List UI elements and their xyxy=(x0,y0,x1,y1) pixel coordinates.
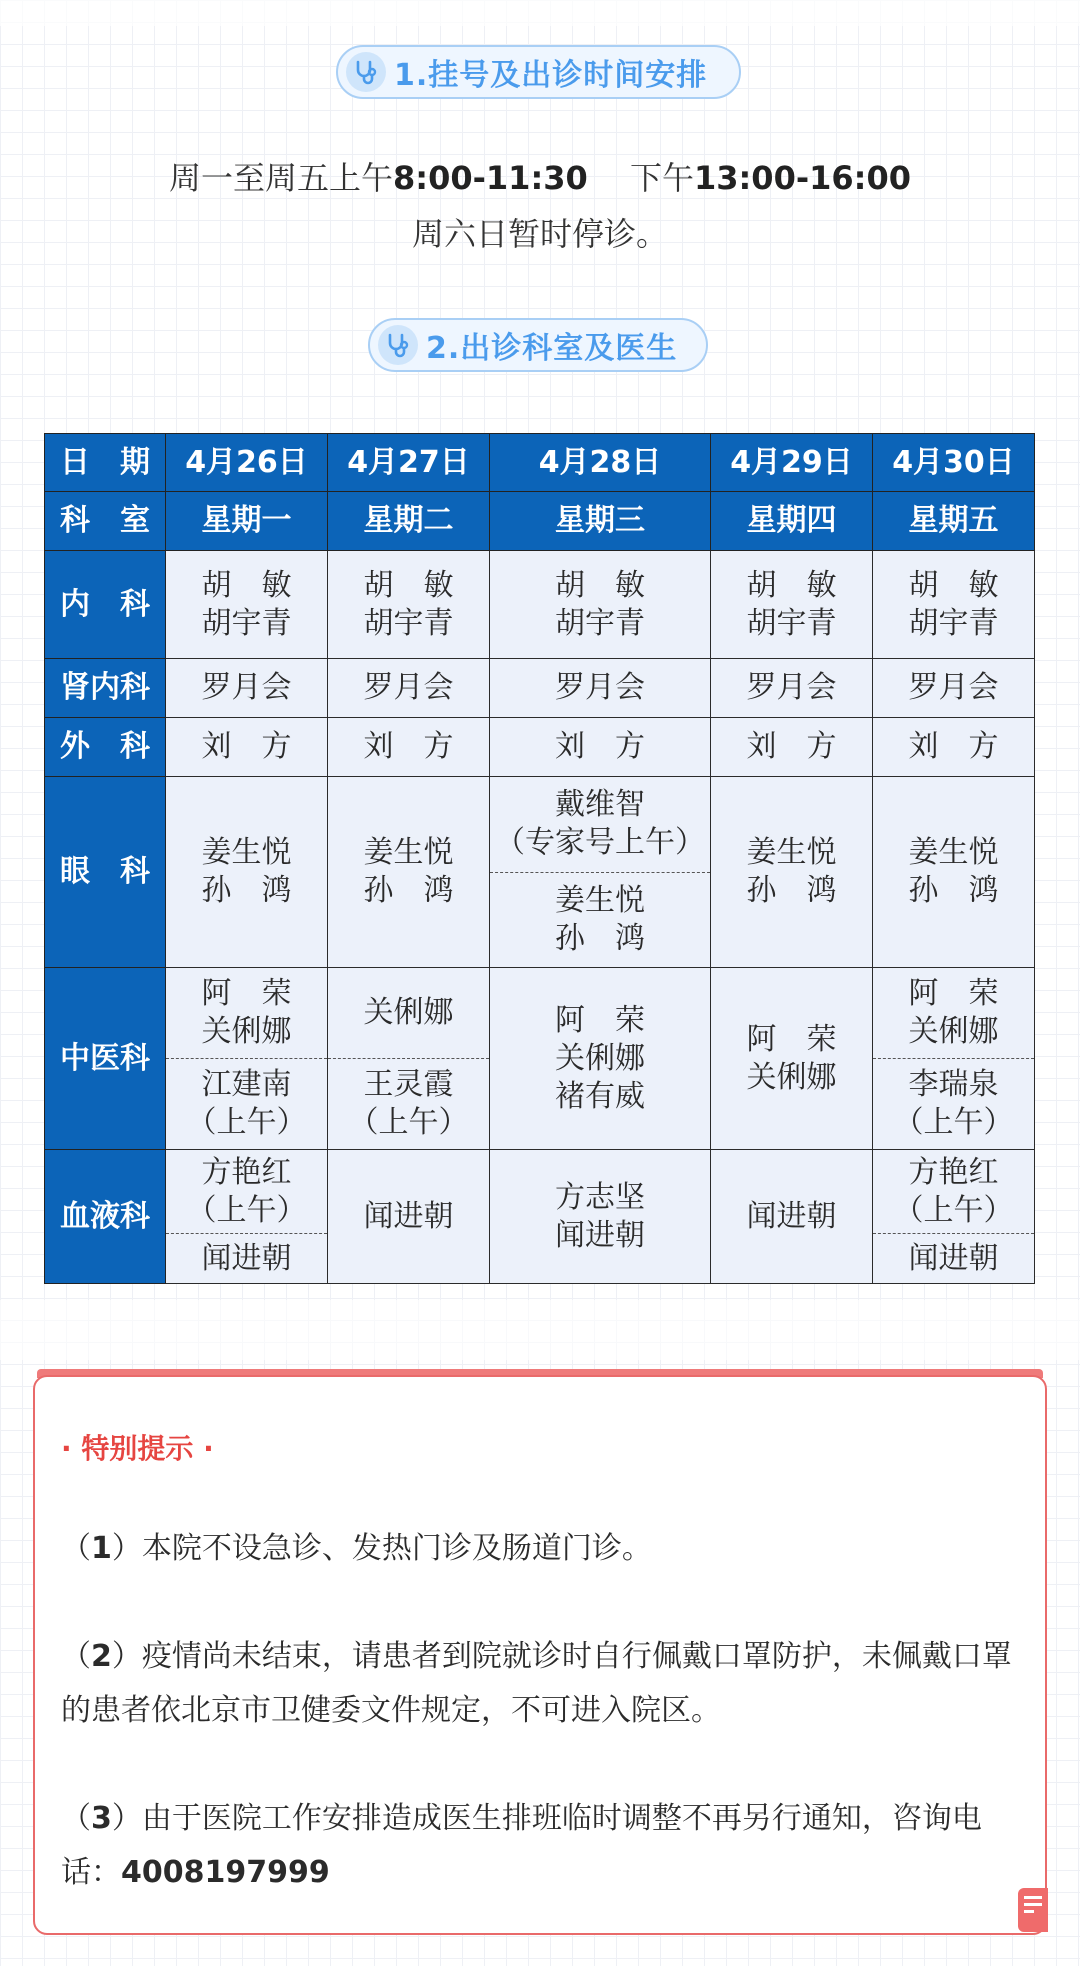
schedule-cell-lower xyxy=(873,1233,1034,1283)
doctor-name: 闻进朝 xyxy=(201,1240,292,1276)
schedule-cell xyxy=(328,551,490,659)
hours-gap xyxy=(588,159,630,197)
doctor-name: 阿 荣 xyxy=(908,976,999,1011)
stethoscope-icon xyxy=(378,325,418,365)
session-note: （上午） xyxy=(893,1192,1014,1228)
schedule-cell-split xyxy=(873,968,1035,1150)
dept-label: 眼 科 xyxy=(45,777,166,968)
stethoscope-icon xyxy=(346,52,386,92)
schedule-cell: 刘 方 xyxy=(873,718,1035,777)
schedule-cell-upper xyxy=(873,968,1034,1058)
schedule-cell: 闻进朝 xyxy=(328,1150,490,1284)
schedule-cell: 刘 方 xyxy=(711,718,873,777)
schedule-cell-lower xyxy=(166,1233,327,1283)
schedule-cell-upper xyxy=(328,968,489,1058)
doctor-name: 姜生悦 xyxy=(908,835,999,870)
schedule-cell: 罗月会 xyxy=(490,659,711,718)
schedule-cell: 闻进朝 xyxy=(711,1150,873,1284)
notice-item-3: （3）由于医院工作安排造成医生排班临时调整不再另行通知，咨询电话：4008197999 xyxy=(61,1801,982,1890)
notice-number: 3 xyxy=(91,1801,112,1836)
table-row xyxy=(45,718,1035,777)
table-row xyxy=(45,777,1035,968)
weekday-header: 星期五 xyxy=(873,492,1035,551)
doctor-name: 方艳红 xyxy=(908,1154,999,1190)
schedule-cell: 罗月会 xyxy=(711,659,873,718)
dept-label: 血液科 xyxy=(45,1150,166,1284)
schedule-cell xyxy=(490,551,711,659)
doctor-name: 孙 鸿 xyxy=(746,873,837,908)
section-heading-doctors xyxy=(368,318,708,372)
doctor-name: 戴维智 xyxy=(555,787,645,823)
doctor-name: 阿 荣 xyxy=(746,1021,837,1057)
schedule-cell xyxy=(490,1150,711,1284)
doctor-name: 阿 荣 xyxy=(555,1002,645,1038)
schedule-cell: 罗月会 xyxy=(166,659,328,718)
table-row xyxy=(45,1150,1035,1284)
schedule-cell-lower xyxy=(166,1058,327,1149)
date-header: 4月27日 xyxy=(328,434,490,492)
dept-label: 内 科 xyxy=(45,551,166,659)
doctor-name: 孙 鸿 xyxy=(908,873,999,908)
notice-item-2: （2）疫情尚未结束，请患者到院就诊时自行佩戴口罩防护，未佩戴口罩的患者依北京市卫健委文件规定，不可进入院区。 xyxy=(61,1639,1012,1728)
schedule-cell xyxy=(166,777,328,968)
section-heading-label: 2.出诊科室及医生 xyxy=(426,331,678,366)
schedule-cell: 刘 方 xyxy=(166,718,328,777)
doctor-name: 胡宇青 xyxy=(555,605,645,641)
doctor-name: 关俐娜 xyxy=(746,1059,837,1095)
doctor-name: 关俐娜 xyxy=(908,1014,999,1049)
doctor-name: 关俐娜 xyxy=(555,1040,645,1076)
weekday-header: 星期三 xyxy=(490,492,711,551)
schedule-cell-upper xyxy=(490,777,710,872)
doctor-name: 褚有威 xyxy=(555,1078,645,1114)
table-row xyxy=(45,968,1035,1150)
doctor-name: 阿 荣 xyxy=(201,976,292,1011)
schedule-cell-lower xyxy=(873,1058,1034,1149)
weekday-header: 星期四 xyxy=(711,492,873,551)
date-header: 4月30日 xyxy=(873,434,1035,492)
schedule-cell-split xyxy=(166,1150,328,1284)
clinic-hours xyxy=(0,150,1080,206)
notice-text: 本院不设急诊、发热门诊及肠道门诊。 xyxy=(141,1531,652,1566)
date-header: 4月29日 xyxy=(711,434,873,492)
schedule-cell xyxy=(490,968,711,1150)
notice-item-1: （1）本院不设急诊、发热门诊及肠道门诊。 xyxy=(61,1531,652,1566)
notice-text: 由于医院工作安排造成医生排班临时调整不再另行通知，咨询电话： xyxy=(61,1801,982,1890)
doctor-name: 胡 敏 xyxy=(746,567,837,603)
doctor-name: 胡宇青 xyxy=(746,605,837,641)
section-heading-label: 1.挂号及出诊时间安排 xyxy=(394,58,708,93)
schedule-cell-upper xyxy=(873,1150,1034,1233)
special-notice-box xyxy=(33,1375,1047,1935)
session-note: （上午） xyxy=(348,1105,469,1140)
table-header-weekdays xyxy=(45,492,1035,551)
corner-date-label: 日 期 xyxy=(45,434,166,492)
schedule-cell xyxy=(166,551,328,659)
bookmark-icon xyxy=(1018,1888,1048,1932)
doctor-name: 闻进朝 xyxy=(555,1217,645,1253)
doctor-name: 孙 鸿 xyxy=(201,873,292,908)
hours-morning: 8:00-11:30 xyxy=(393,159,588,197)
dept-label: 外 科 xyxy=(45,718,166,777)
doctor-name: 姜生悦 xyxy=(201,835,292,870)
schedule-cell: 罗月会 xyxy=(328,659,490,718)
session-note: （上午） xyxy=(186,1105,307,1140)
doctor-name: 关俐娜 xyxy=(363,995,454,1030)
doctor-name: 胡 敏 xyxy=(363,567,454,603)
notice-text: 疫情尚未结束，请患者到院就诊时自行佩戴口罩防护，未佩戴口罩的患者依北京市卫健委文件规定，不可进入院区。 xyxy=(61,1639,1012,1728)
doctor-name: 闻进朝 xyxy=(908,1240,999,1276)
section-heading-schedule xyxy=(336,45,741,99)
doctor-name: 方志坚 xyxy=(555,1179,645,1215)
notice-number: 1 xyxy=(91,1531,112,1566)
doctor-name: 孙 鸿 xyxy=(363,873,454,908)
dept-label: 中医科 xyxy=(45,968,166,1150)
doctor-name: 胡 敏 xyxy=(555,567,645,603)
weekday-header: 星期二 xyxy=(328,492,490,551)
hours-weekday-prefix: 周一至周五上午 xyxy=(169,159,394,197)
notice-title: · 特别提示 · xyxy=(61,1432,214,1465)
clinic-weekend-note: 周六日暂时停诊。 xyxy=(411,215,668,253)
doctor-name: 孙 鸿 xyxy=(555,920,645,956)
doctor-name: 关俐娜 xyxy=(201,1014,292,1049)
schedule-cell-split xyxy=(490,777,711,968)
schedule-cell xyxy=(711,551,873,659)
session-note: （专家号上午） xyxy=(495,825,705,861)
table-row xyxy=(45,551,1035,659)
schedule-cell-upper xyxy=(166,1150,327,1233)
schedule-cell-split xyxy=(873,1150,1035,1284)
session-note: （上午） xyxy=(186,1192,307,1228)
session-note: （上午） xyxy=(893,1105,1014,1140)
doctor-name: 方艳红 xyxy=(201,1154,292,1190)
schedule-cell-lower xyxy=(490,872,710,968)
schedule-cell xyxy=(328,777,490,968)
table-row xyxy=(45,659,1035,718)
schedule-cell-split xyxy=(166,968,328,1150)
notice-number: 2 xyxy=(91,1639,112,1674)
weekday-header: 星期一 xyxy=(166,492,328,551)
doctor-name: 胡宇青 xyxy=(201,605,292,641)
doctor-name: 江建南 xyxy=(201,1067,292,1102)
corner-dept-label: 科 室 xyxy=(45,492,166,551)
schedule-cell xyxy=(873,777,1035,968)
schedule-cell xyxy=(711,968,873,1150)
hours-afternoon: 13:00-16:00 xyxy=(693,159,911,197)
date-header: 4月28日 xyxy=(490,434,711,492)
doctor-name: 姜生悦 xyxy=(555,882,645,918)
doctor-name: 胡 敏 xyxy=(908,567,999,603)
schedule-cell-upper xyxy=(166,968,327,1058)
schedule-cell xyxy=(711,777,873,968)
schedule-cell: 刘 方 xyxy=(328,718,490,777)
schedule-cell-split xyxy=(328,968,490,1150)
table-header-dates xyxy=(45,434,1035,492)
dept-label: 肾内科 xyxy=(45,659,166,718)
doctor-name: 李瑞泉 xyxy=(908,1067,999,1102)
doctor-name: 姜生悦 xyxy=(363,835,454,870)
schedule-cell: 刘 方 xyxy=(490,718,711,777)
schedule-cell-lower xyxy=(328,1058,489,1149)
hours-afternoon-prefix: 下午 xyxy=(629,159,694,197)
doctor-name: 王灵霞 xyxy=(363,1067,454,1102)
doctor-name: 胡宇青 xyxy=(908,605,999,641)
schedule-cell: 罗月会 xyxy=(873,659,1035,718)
notice-phone: 4008197999 xyxy=(121,1855,330,1890)
schedule-cell xyxy=(873,551,1035,659)
page-background-fade-mid xyxy=(0,1300,1080,1360)
doctor-schedule-table xyxy=(44,433,1035,1284)
doctor-name: 姜生悦 xyxy=(746,835,837,870)
doctor-name: 胡宇青 xyxy=(363,605,454,641)
doctor-name: 胡 敏 xyxy=(201,567,292,603)
page-background-fade-top xyxy=(0,0,1080,26)
date-header: 4月26日 xyxy=(166,434,328,492)
